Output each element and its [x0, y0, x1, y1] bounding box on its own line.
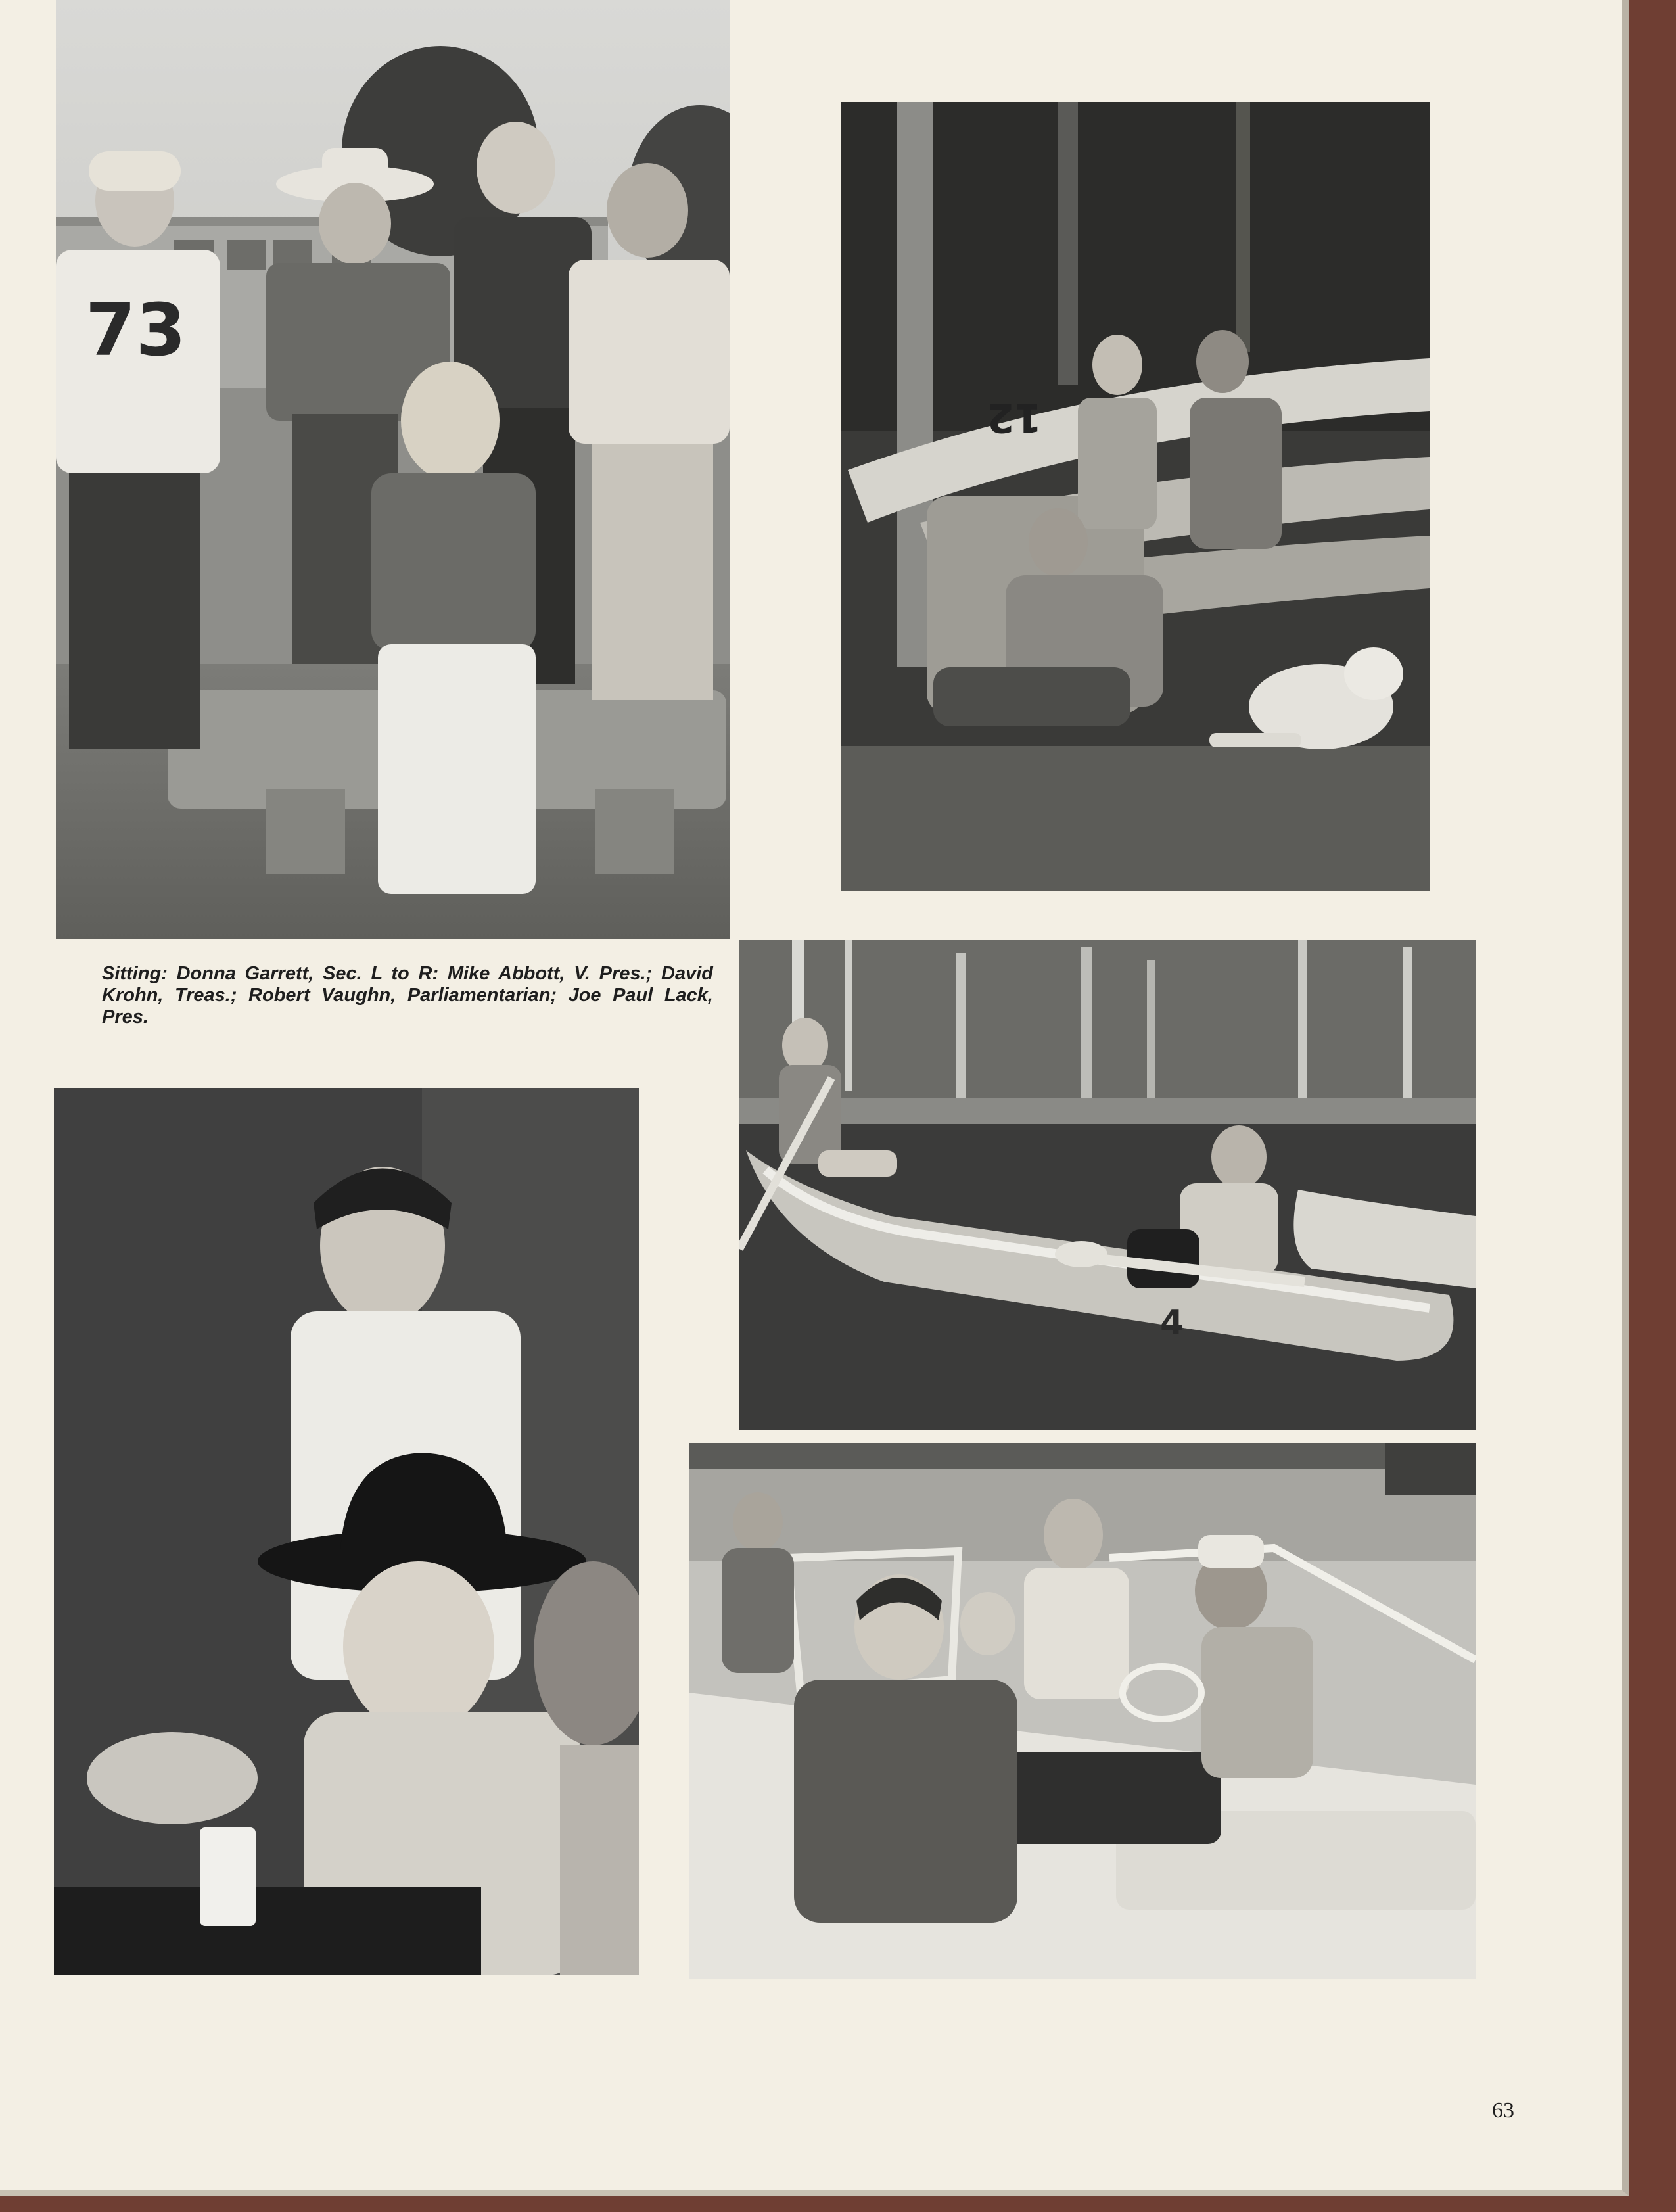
- canoe-number: 12: [987, 394, 1042, 440]
- canoes-shore-photo: [841, 102, 1430, 891]
- jersey-number: 73: [85, 288, 187, 372]
- page-number: 63: [1492, 2098, 1514, 2123]
- group-portrait-photo: [56, 0, 730, 939]
- motorboat-photo: [689, 1443, 1476, 1979]
- canoe-number: 4: [1160, 1304, 1184, 1343]
- meeting-table-photo: [54, 1088, 639, 1975]
- photo-caption: Sitting: Donna Garrett, Sec. L to R: Mike Abbott, V. Pres.; David Krohn, Treas.; Robert Vaughn, Parliamentarian; Joe Paul Lack, Pres.: [102, 963, 713, 1027]
- canoe-paddlers-photo: [739, 940, 1476, 1430]
